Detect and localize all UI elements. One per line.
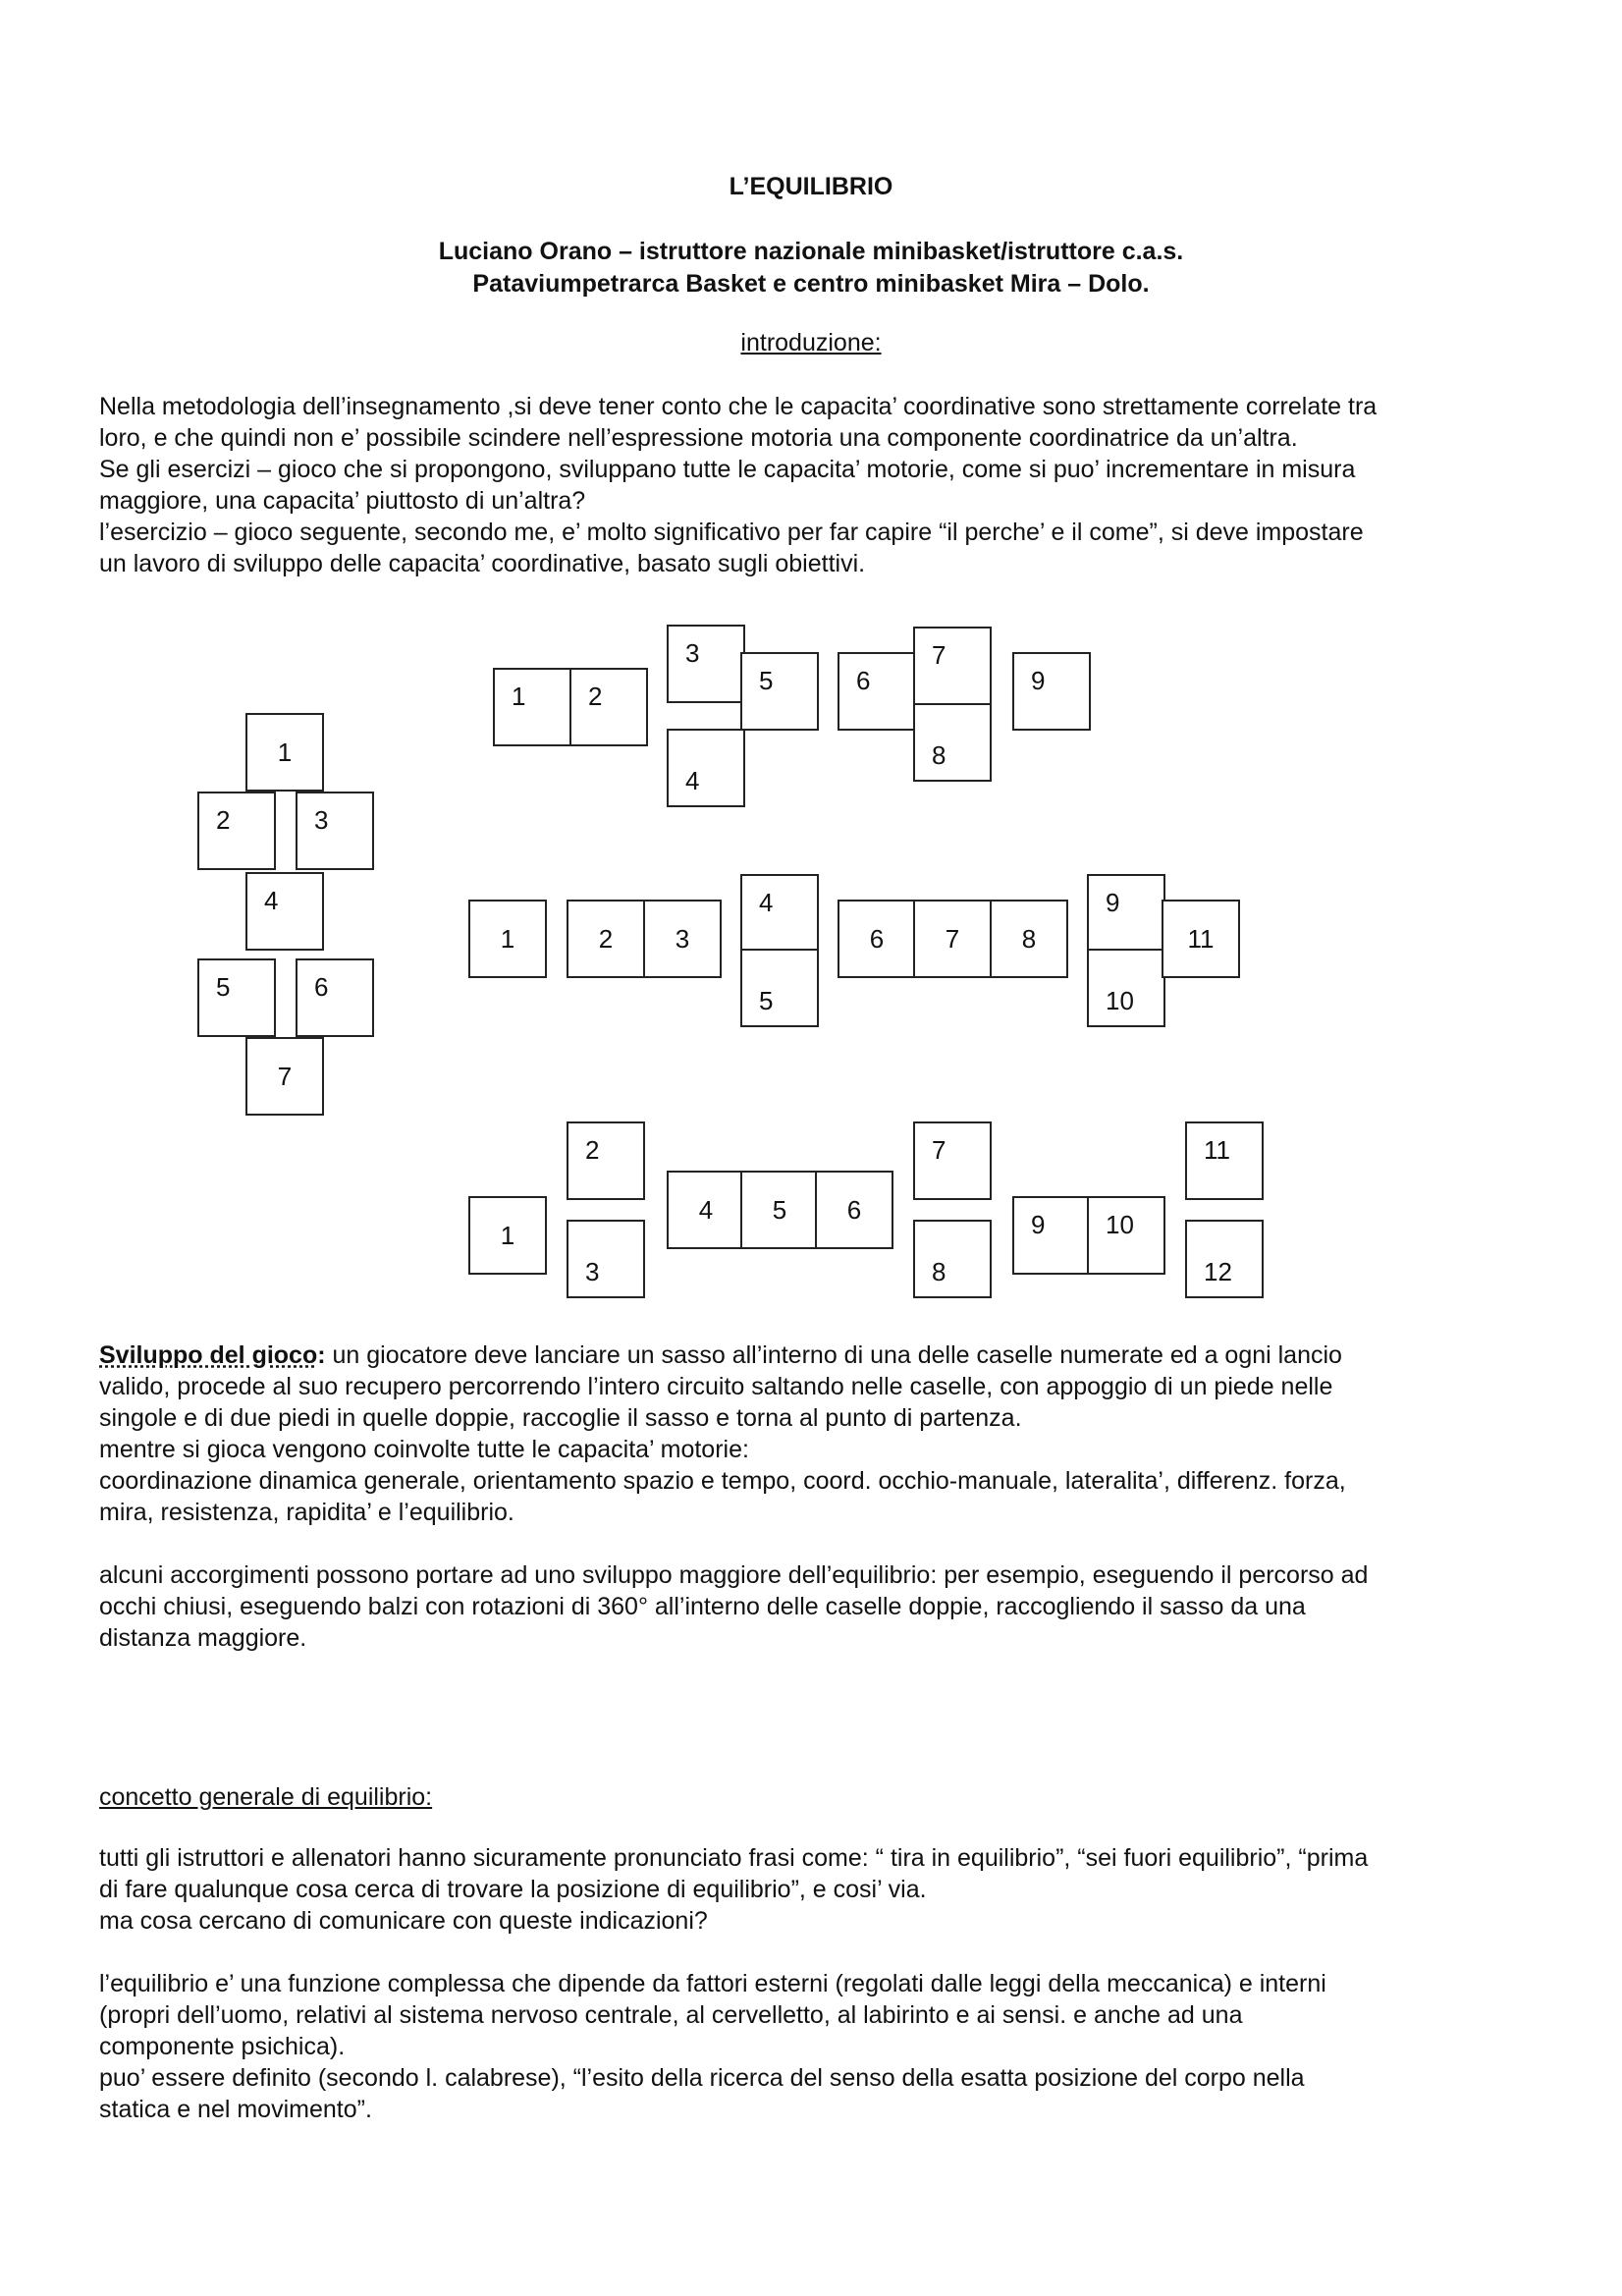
author-line-2: Pataviumpetrarca Basket e centro minibasket Mira – Dolo.: [472, 270, 1150, 298]
hopscotch-box: 2: [569, 668, 648, 746]
text-line: loro, e che quindi non e’ possibile scindere nell’espressione motoria una componente coordinatrice da un’altra.: [99, 424, 1298, 452]
text-line: statica e nel movimento”.: [99, 2096, 372, 2123]
hopscotch-box: 11: [1185, 1121, 1264, 1200]
hopscotch-box: 1: [245, 713, 324, 792]
intro-paragraph: [99, 391, 1531, 579]
hopscotch-box: 8: [913, 1220, 992, 1298]
hopscotch-box: 4: [740, 874, 819, 953]
hopscotch-box: 6: [838, 652, 916, 731]
hopscotch-box: 7: [245, 1037, 324, 1116]
hopscotch-box: 7: [913, 1121, 992, 1200]
hopscotch-box: 8: [913, 703, 992, 782]
author-block: [0, 236, 1622, 301]
hopscotch-box: 4: [667, 1171, 745, 1249]
text-line: l’equilibrio e’ una funzione complessa che dipende da fattori esterni (regolati dalle leggi della meccanica) e interni: [99, 1970, 1326, 1997]
hopscotch-box: 4: [667, 729, 745, 807]
text-line: mira, resistenza, rapidita’ e l’equilibrio.: [99, 1499, 514, 1526]
text-line: di fare qualunque cosa cerca di trovare la posizione di equilibrio”, e cosi’ via.: [99, 1876, 927, 1903]
text-line: distanza maggiore.: [99, 1624, 307, 1652]
hopscotch-box: 7: [913, 900, 992, 978]
text-line: puo’ essere definito (secondo l. calabrese), “l’esito della ricerca del senso della esatta posizione del corpo nella: [99, 2064, 1305, 2092]
hopscotch-box: 5: [740, 949, 819, 1027]
text-line: (propri dell’uomo, relativi al sistema nervoso centrale, al cervelletto, al labirinto e ai sensi. e anche ad una: [99, 2001, 1243, 2029]
text-line: un lavoro di sviluppo delle capacita’ coordinative, basato sugli obiettivi.: [99, 550, 866, 577]
text-line: Nella metodologia dell’insegnamento ,si deve tener conto che le capacita’ coordinative sono strettamente correlate tra: [99, 393, 1378, 420]
hopscotch-box: 6: [815, 1171, 893, 1249]
concetto-paragraph: [99, 1842, 1531, 1937]
hopscotch-box: 9: [1012, 1196, 1091, 1275]
hopscotch-box: 3: [296, 792, 374, 870]
hopscotch-box: 1: [493, 668, 571, 746]
hopscotch-box: 3: [667, 625, 745, 703]
hopscotch-box: 4: [245, 872, 324, 951]
hopscotch-box: 3: [567, 1220, 645, 1298]
hopscotch-box: 10: [1087, 1196, 1165, 1275]
text-line: tutti gli istruttori e allenatori hanno sicuramente pronunciato frasi come: “ tira in equilibrio”, “sei fuori equilibrio”, “prima: [99, 1844, 1369, 1872]
text-line: occhi chiusi, eseguendo balzi con rotazioni di 360° all’interno delle caselle doppie, raccogliendo il sasso da una: [99, 1593, 1306, 1620]
text-line: maggiore, una capacita’ piuttosto di un’altra?: [99, 487, 586, 515]
hopscotch-box: 5: [740, 1171, 819, 1249]
hopscotch-box: 2: [567, 1121, 645, 1200]
page-title: L’EQUILIBRIO: [729, 173, 893, 200]
gioco-colon: :: [317, 1341, 326, 1369]
hopscotch-box: 2: [567, 900, 645, 978]
hopscotch-box: 2: [197, 792, 276, 870]
gioco-paragraph: [99, 1339, 1531, 1528]
text-line: coordinazione dinamica generale, orientamento spazio e tempo, coord. occhio-manuale, lateralita’, differenz. forza,: [99, 1467, 1346, 1495]
hopscotch-box: 10: [1087, 949, 1165, 1027]
text-line: alcuni accorgimenti possono portare ad uno sviluppo maggiore dell’equilibrio: per esempio, eseguendo il percorso ad: [99, 1561, 1369, 1589]
text-line: [99, 1339, 1531, 1371]
hopscotch-box: 6: [296, 958, 374, 1037]
text-line: ma cosa cercano di comunicare con queste indicazioni?: [99, 1907, 708, 1935]
text-line: singole e di due piedi in quelle doppie, raccoglie il sasso e torna al punto di partenza.: [99, 1404, 1022, 1432]
gioco-line-rest: un giocatore deve lanciare un sasso all’interno di una delle caselle numerate ed a ogni lancio: [325, 1341, 1342, 1369]
hopscotch-box: 6: [838, 900, 916, 978]
text-line: valido, procede al suo recupero percorrendo l’intero circuito saltando nelle caselle, con appoggio di un piede nelle: [99, 1373, 1333, 1400]
hopscotch-box: 5: [740, 652, 819, 731]
hopscotch-box: 8: [990, 900, 1068, 978]
accorgimenti-paragraph: [99, 1559, 1531, 1654]
text-line: l’esercizio – gioco seguente, secondo me, e’ molto significativo per far capire “il perche’ e il come”, si deve impostare: [99, 519, 1364, 546]
hopscotch-box: 1: [468, 900, 547, 978]
author-line-1: Luciano Orano – istruttore nazionale minibasket/istruttore c.a.s.: [438, 238, 1184, 265]
hopscotch-box: 11: [1162, 900, 1240, 978]
text-line: mentre si gioca vengono coinvolte tutte le capacita’ motorie:: [99, 1436, 749, 1463]
hopscotch-box: 12: [1185, 1220, 1264, 1298]
hopscotch-box: 1: [468, 1196, 547, 1275]
funzione-paragraph: [99, 1968, 1531, 2125]
intro-heading: introduzione:: [740, 329, 882, 356]
concetto-heading: concetto generale di equilibrio:: [99, 1783, 433, 1811]
hopscotch-box: 9: [1087, 874, 1165, 953]
text-line: componente psichica).: [99, 2033, 346, 2060]
hopscotch-box: 5: [197, 958, 276, 1037]
gioco-label: Sviluppo del gioco: [99, 1341, 318, 1369]
hopscotch-box: 7: [913, 627, 992, 705]
hopscotch-box: 9: [1012, 652, 1091, 731]
text-line: Se gli esercizi – gioco che si propongono, sviluppano tutte le capacita’ motorie, come si puo’ incrementare in misura: [99, 456, 1356, 483]
hopscotch-box: 3: [643, 900, 722, 978]
